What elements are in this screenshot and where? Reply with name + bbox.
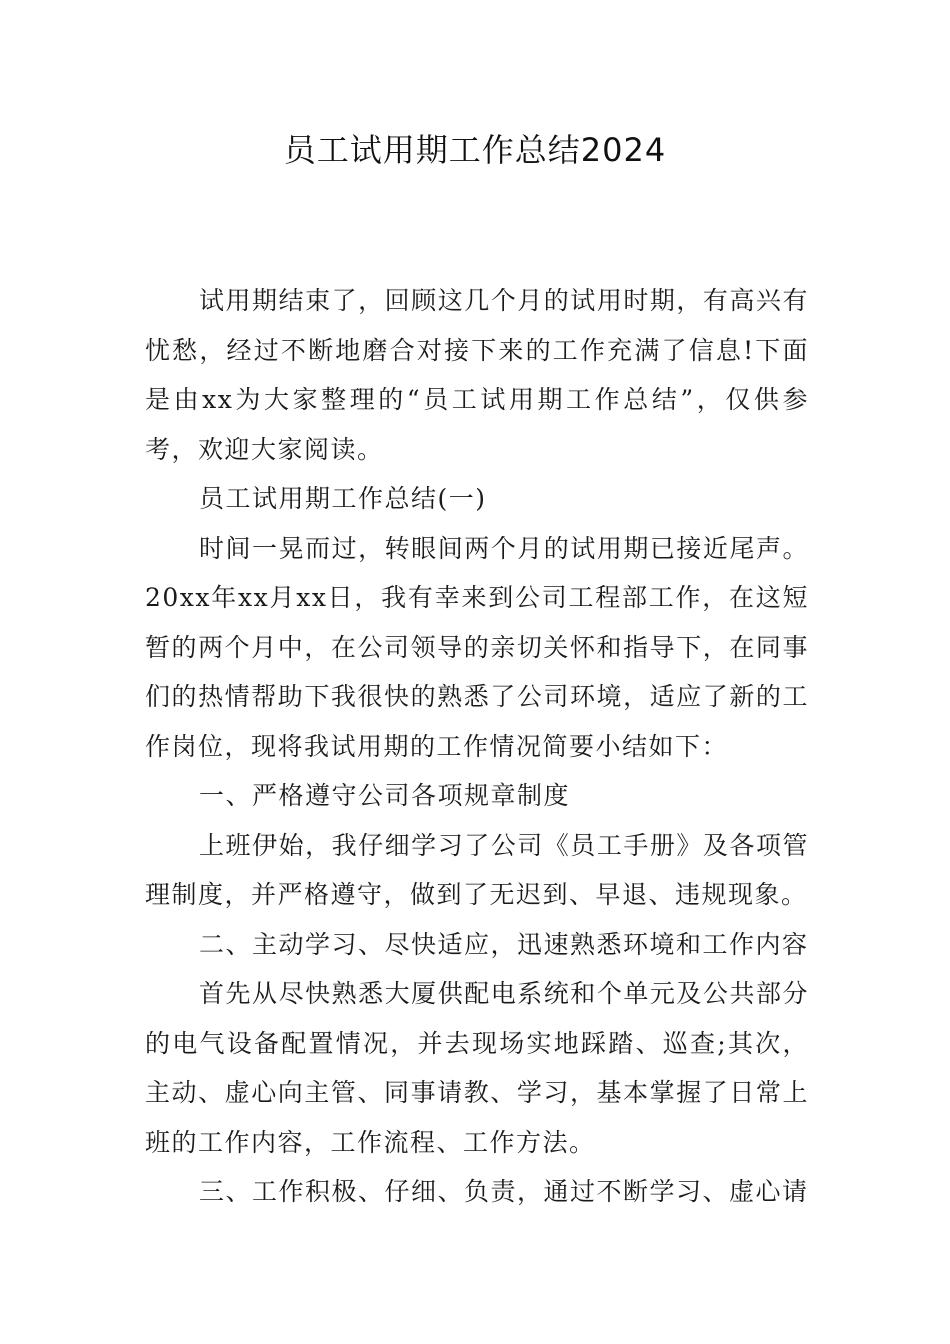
document-body xyxy=(145,276,809,1217)
subsection-heading: 三、工作积极、仔细、负责，通过不断学习、虚心请 xyxy=(199,1177,809,1206)
intro-paragraph: 试用期结束了，回顾这几个月的试用时期，有高兴有忧愁，经过不断地磨合对接下来的工作充满了信息!下面是由xx为大家整理的“员工试用期工作总结”，仅供参考，欢迎大家阅读。 xyxy=(145,286,809,464)
subsection-heading: 一、严格遵守公司各项规章制度 xyxy=(199,781,571,810)
document-title: 员工试用期工作总结2024 xyxy=(283,131,667,169)
body-paragraph: 时间一晃而过，转眼间两个月的试用期已接近尾声。20xx年xx月xx日，我有幸来到公司工程部工作，在这短暂的两个月中，在公司领导的亲切关怀和指导下，在同事们的热情帮助下我很快的熟悉了公司环境，适应了新的工作岗位，现将我试用期的工作情况简要小结如下： xyxy=(145,533,809,761)
body-paragraph: 上班伊始，我仔细学习了公司《员工手册》及各项管理制度，并严格遵守，做到了无迟到、早退、违规现象。 xyxy=(145,830,809,909)
subsection-heading: 二、主动学习、尽快适应，迅速熟悉环境和工作内容 xyxy=(199,929,809,959)
section-heading: 员工试用期工作总结(一) xyxy=(199,484,487,513)
body-paragraph: 首先从尽快熟悉大厦供配电系统和个单元及公共部分的电气设备配置情况，并去现场实地踩踏、巡查;其次，主动、虚心向主管、同事请教、学习，基本掌握了日常上班的工作内容，工作流程、工作方法。 xyxy=(145,979,809,1157)
